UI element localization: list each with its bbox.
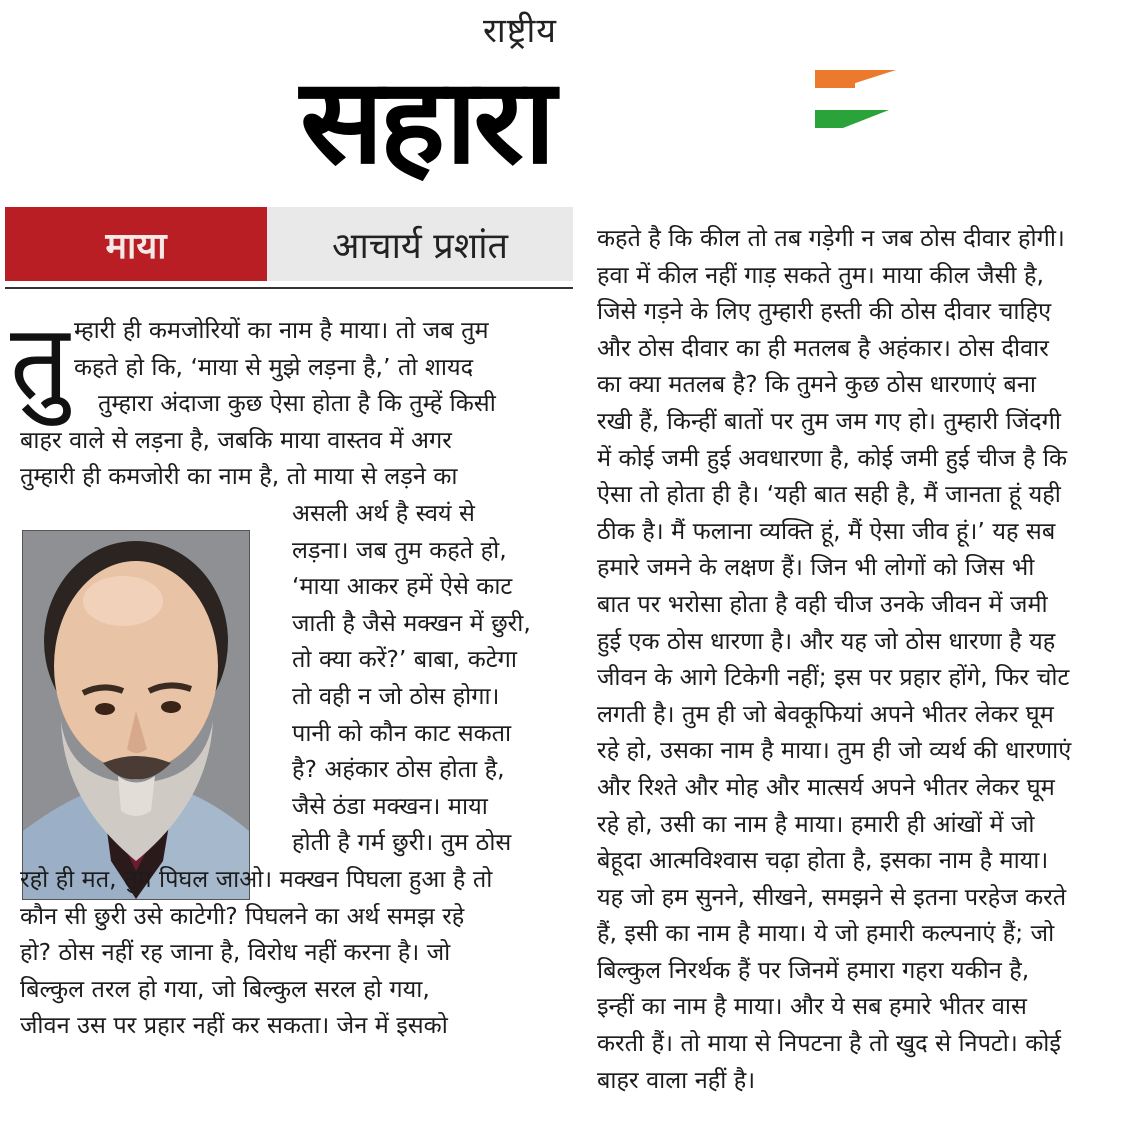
flag-green-stripe — [815, 110, 843, 128]
article-line: म्हारी ही कमजोरियों का नाम है माया। तो जब तुम — [74, 316, 489, 344]
article-line: बिल्कुल निरर्थक हैं पर जिनमें हमारा गहरा यकीन है, — [597, 955, 1030, 984]
article-line: तो वही न जो ठोस होगा। — [292, 681, 500, 710]
article-line: रखी हैं, किन्हीं बातों पर तुम जम गए हो। तुम्हारी जिंदगी — [597, 406, 1061, 435]
article-line: लड़ना। जब तुम कहते हो, — [292, 535, 507, 564]
author-name: आचार्य प्रशांत — [267, 207, 573, 281]
column-header — [5, 207, 573, 283]
article-line: हो? ठोस नहीं रह जाना है, विरोध नहीं करना है। जो — [20, 938, 451, 967]
article-line: हुई एक ठोस धारणा है। और यह जो ठोस धारणा है यह — [597, 626, 1056, 655]
article-line: का क्या मतलब है? कि तुमने कुछ ठोस धारणाएं बना — [597, 370, 1036, 399]
masthead — [0, 0, 1125, 200]
article-line: करती हैं। तो माया से निपटना है तो खुद से निपटो। कोई — [597, 1029, 1061, 1058]
article-line: और ठोस दीवार का ही मतलब है अहंकार। ठोस दीवार — [597, 333, 1049, 362]
article-line: होती है गर्म छुरी। तुम ठोस — [292, 828, 512, 857]
article-line: जिसे गड़ने के लिए तुम्हारी हस्ती की ठोस दीवार चाहिए — [597, 297, 1052, 326]
article-line: रहे हो, उसी का नाम है माया। हमारी ही आंखों में जो — [597, 809, 1035, 838]
article-line: ऐसा तो होता ही है। ‘यही बात सही है, मैं जानता हूं यही — [597, 480, 1061, 509]
article-line: बेहूदा आत्मविश्वास चढ़ा होता है, इसका नाम है माया। — [597, 846, 1049, 875]
article-line: तो क्या करें?’ बाबा, कटेगा — [292, 645, 517, 674]
article-line: है? अहंकार ठोस होता है, — [292, 755, 505, 784]
article-line: में कोई जमी हुई अवधारणा है, कोई जमी हुई चीज है कि — [597, 443, 1068, 472]
article-line: जैसे ठंडा मक्खन। माया — [292, 791, 488, 820]
article-line: और रिश्ते और मोह और मात्सर्य अपने भीतर लेकर घूम — [597, 772, 1055, 801]
article-line: बाहर वाला नहीं है। — [597, 1065, 756, 1094]
article-line: बिल्कुल तरल हो गया, जो बिल्कुल सरल हो गया, — [20, 974, 430, 1003]
flag-green-tip — [843, 110, 889, 128]
article-line: कहते हो कि, ‘माया से मुझे लड़ना है,’ तो शायद — [74, 352, 474, 381]
masthead-brand: सहारा — [300, 52, 552, 190]
article-line: लगती है। तुम ही जो बेवकूफियां अपने भीतर लेकर घूम — [597, 699, 1054, 728]
article-line: तुम्हारा अंदाजा कुछ ऐसा होता है कि तुम्हें किसी — [98, 389, 496, 418]
article-line: इन्हीं का नाम है माया। और ये सब हमारे भीतर वास — [597, 992, 1027, 1021]
article-line: तुम्हारी ही कमजोरी का नाम है, तो माया से लड़ने का — [20, 462, 458, 491]
article-line: जीवन के आगे टिकेगी नहीं; इस पर प्रहार होंगे, फिर चोट — [597, 663, 1070, 692]
article-line: जाती है जैसे मक्खन में छुरी, — [292, 608, 531, 637]
masthead-top-word: राष्ट्रीय — [482, 11, 558, 51]
article-line: यह जो हम सुनने, सीखने, समझने से इतना परहेज करते — [597, 882, 1067, 911]
article-line: कौन सी छुरी उसे काटेगी? पिघलने का अर्थ समझ रहे — [20, 901, 465, 930]
section-label: माया — [5, 207, 267, 281]
article-line: रहो ही मत, तुम पिघल जाओ। मक्खन पिघला हुआ है तो — [20, 864, 493, 893]
article-line: जीवन उस पर प्रहार नहीं कर सकता। जेन में इसको — [20, 1011, 448, 1040]
article-line: हवा में कील नहीं गाड़ सकते तुम। माया कील जैसी है, — [597, 260, 1044, 289]
article-line: बात पर भरोसा होता है वही चीज उनके जीवन में जमी — [597, 589, 1048, 618]
flag-saffron-tip — [840, 70, 896, 88]
drop-cap: तु — [10, 301, 70, 423]
article-line: ‘माया आकर हमें ऐसे काट — [292, 572, 513, 601]
article-line: हमारे जमने के लक्षण हैं। जिन भी लोगों को जिस भी — [597, 553, 1035, 582]
article-line: ठीक है। मैं फलाना व्यक्ति हूं, मैं ऐसा जीव हूं।’ यह सब — [597, 516, 1056, 545]
article-line: असली अर्थ है स्वयं से — [292, 498, 475, 527]
article-line: कहते है कि कील तो तब गड़ेगी न जब ठोस दीवार होगी। — [597, 224, 1065, 252]
article-line: रहे हो, उसका नाम है माया। तुम ही जो व्यर्थ की धारणाएं — [597, 736, 1072, 765]
article-right-column — [597, 220, 1097, 1098]
article-line: बाहर वाले से लड़ना है, जबकि माया वास्तव में अगर — [20, 425, 452, 454]
article-left-column — [20, 312, 570, 1044]
article-line: पानी को कौन काट सकता — [292, 718, 512, 747]
article-line: हैं, इसी का नाम है माया। ये जो हमारी कल्पनाएं हैं; जो — [597, 919, 1055, 948]
header-divider — [5, 287, 573, 289]
